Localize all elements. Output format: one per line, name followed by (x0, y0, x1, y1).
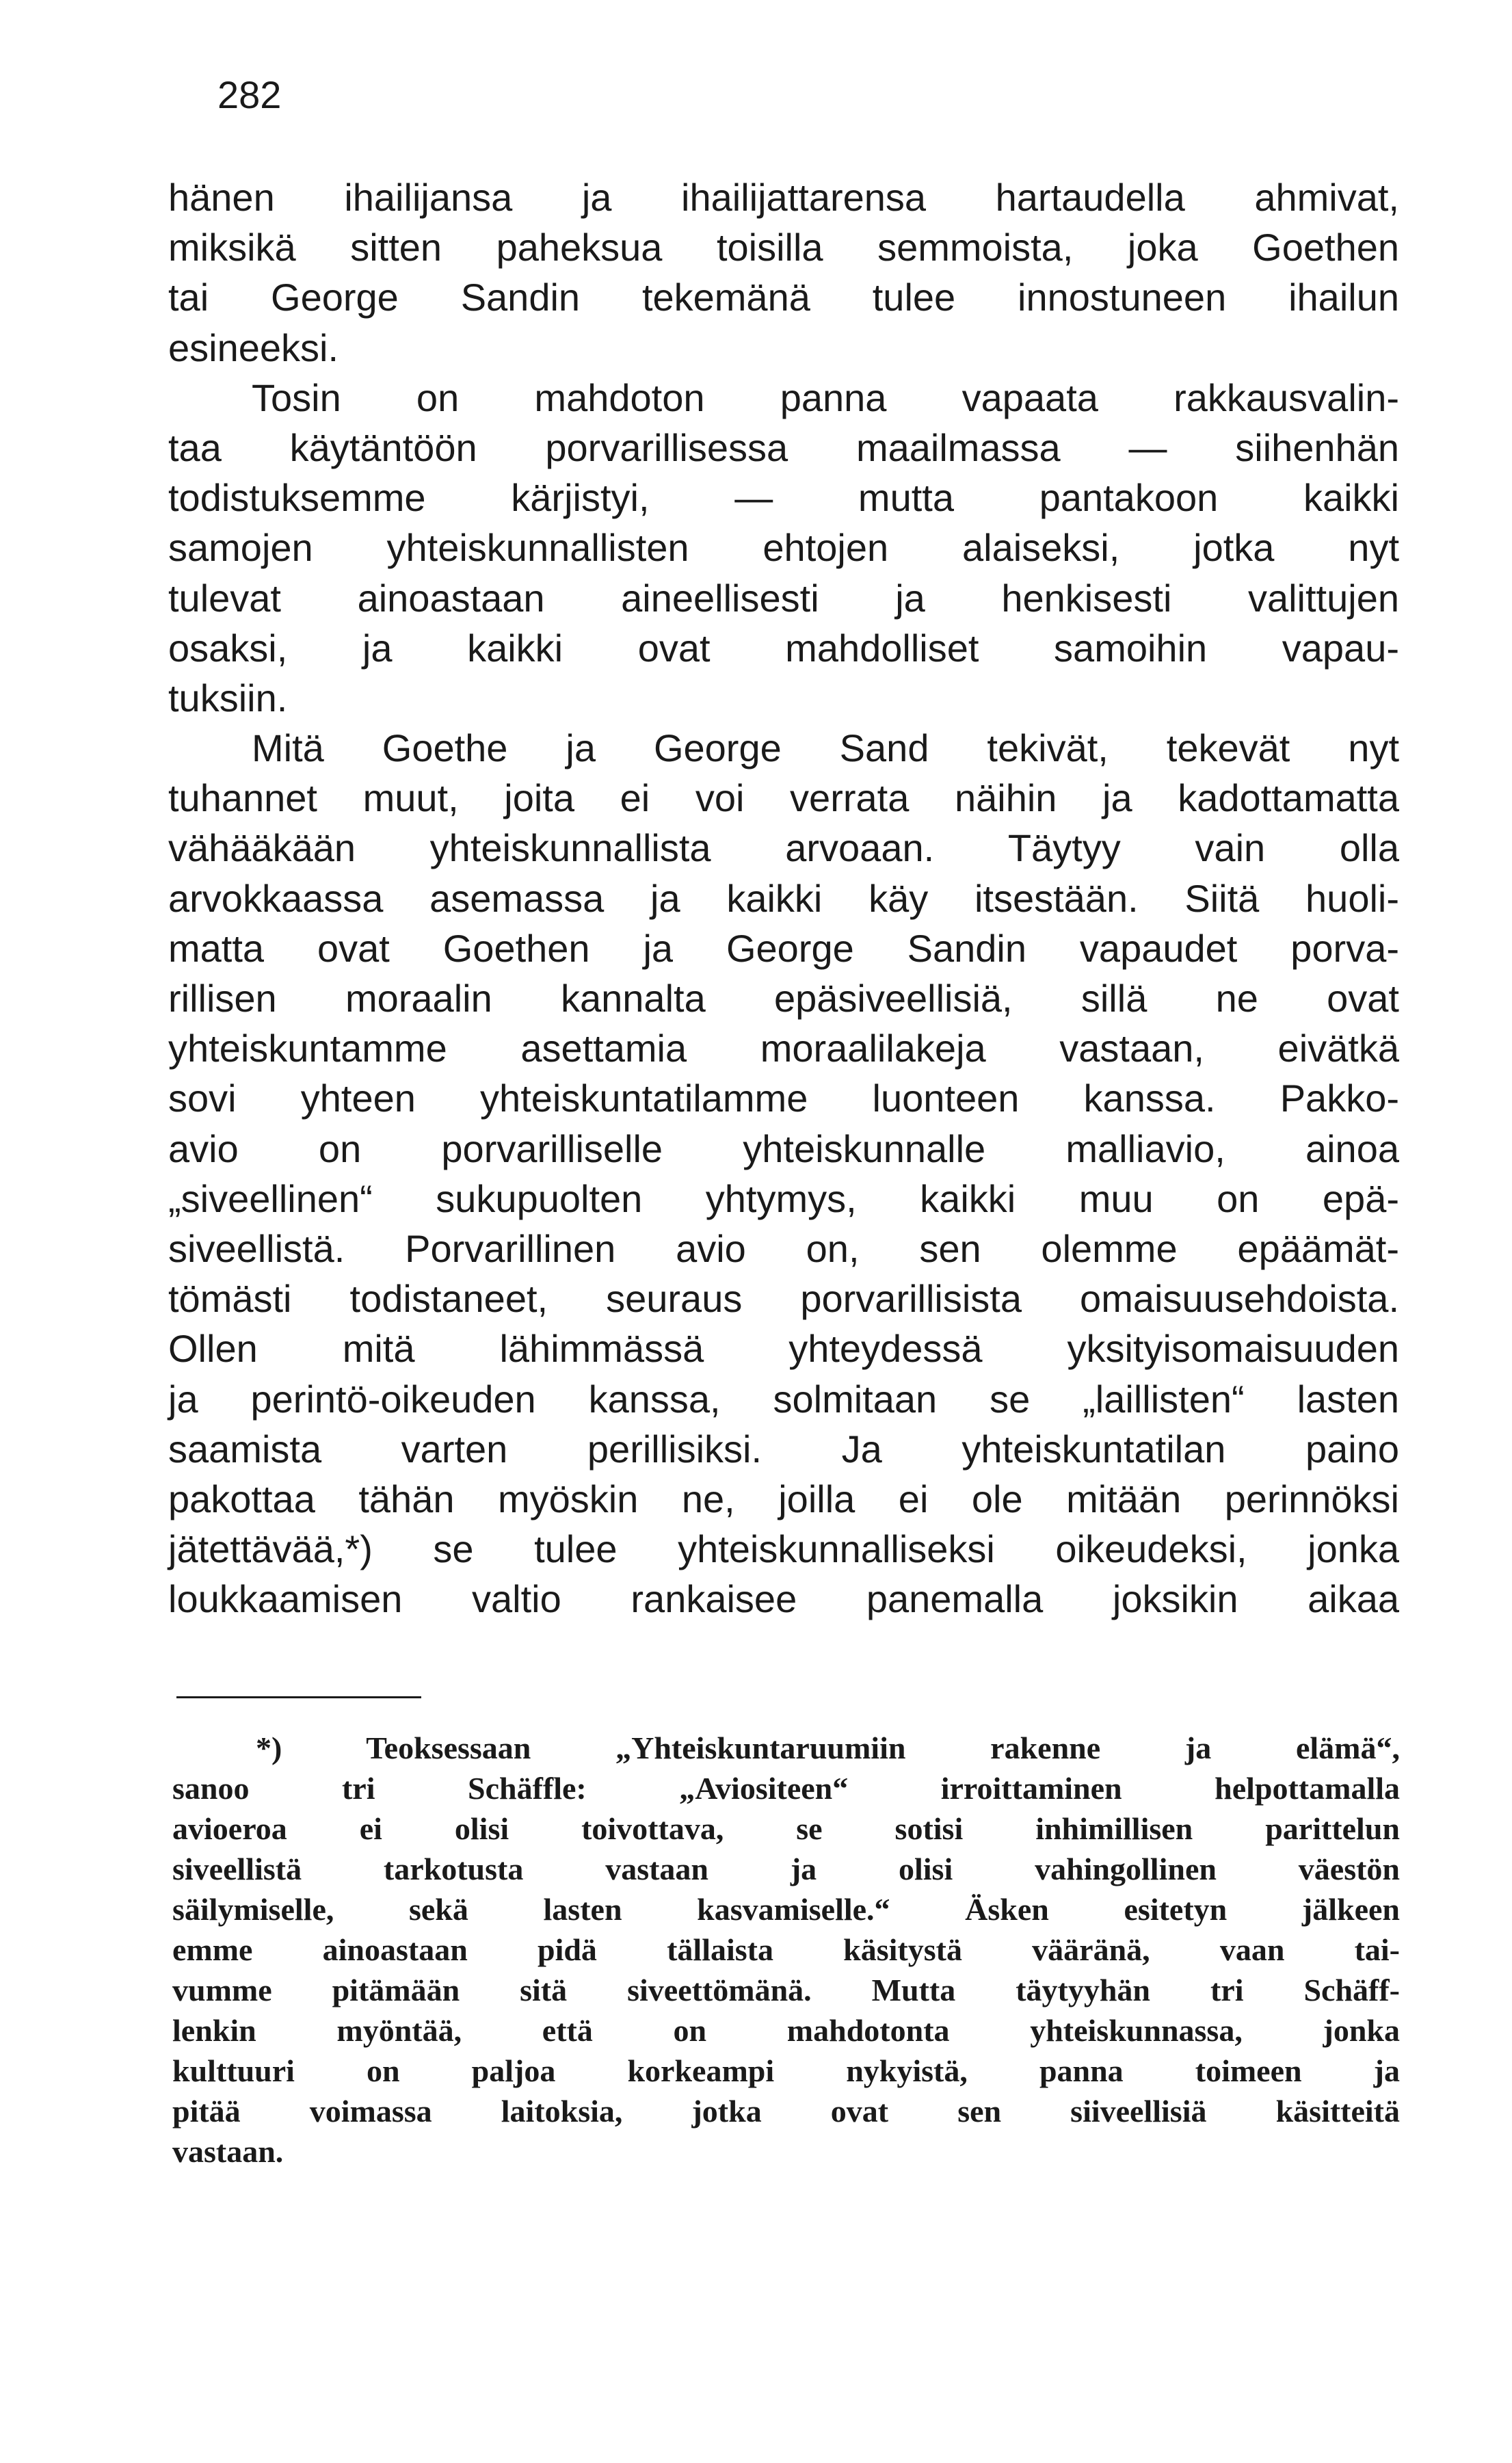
footnote-line: vumme pitämään sitä siveettömänä. Mutta täytyyhän tri Schäff- (172, 1973, 1400, 2007)
body-line: ja perintö-oikeuden kanssa, solmitaan se „laillisten“ lasten (168, 1377, 1399, 1421)
body-line: avio on porvarilliselle yhteiskunnalle malliavio, ainoa (168, 1127, 1399, 1170)
body-line: tuhannet muut, joita ei voi verrata näihin ja kadottamatta (168, 776, 1399, 820)
body-line: todistuksemme kärjistyi, — mutta pantakoon kaikki (168, 476, 1399, 520)
body-line: saamista varten perillisiksi. Ja yhteiskuntatilan paino (168, 1427, 1399, 1471)
body-line: samojen yhteiskunnallisten ehtojen alaiseksi, jotka nyt (168, 526, 1399, 570)
body-line: yhteiskuntamme asettamia moraalilakeja vastaan, eivätkä (168, 1027, 1399, 1070)
footnote-line: pitää voimassa laitoksia, jotka ovat sen siiveellisiä käsitteitä (172, 2094, 1400, 2129)
body-line: pakottaa tähän myöskin ne, joilla ei ole mitään perinnöksi (168, 1477, 1399, 1520)
body-line: vähääkään yhteiskunnallista arvoaan. Täytyy vain olla (168, 826, 1399, 870)
footnote (172, 1728, 1400, 2172)
footnote-line: emme ainoastaan pidä tällaista käsitystä vääränä, vaan tai- (172, 1932, 1400, 1967)
body-line: loukkaamisen valtio rankaisee panemalla joksikin aikaa (168, 1577, 1399, 1621)
body-line: taa käytäntöön porvarillisessa maailmassa — siihenhän (168, 425, 1399, 469)
footnote-line: sanoo tri Schäffle: „Aviositeen“ irroittaminen helpottamalla (172, 1771, 1400, 1806)
body-text (168, 172, 1399, 1624)
footnote-line: siveellistä tarkotusta vastaan ja olisi vahingollinen väestön (172, 1852, 1400, 1886)
body-line: „siveellinen“ sukupuolten yhtymys, kaikki muu on epä- (168, 1176, 1399, 1220)
body-line: esineeksi. (168, 326, 339, 369)
body-line: tai George Sandin tekemänä tulee innostuneen ihailun (168, 276, 1399, 319)
body-line: tömästi todistaneet, seuraus porvarillisista omaisuusehdoista. (168, 1277, 1399, 1321)
body-line: tulevat ainoastaan aineellisesti ja henkisesti valittujen (168, 576, 1399, 620)
body-line: Tosin on mahdoton panna vapaata rakkausvalin- (252, 376, 1399, 419)
footnote-line: säilymiselle, sekä lasten kasvamiselle.“ Äsken esitetyn jälkeen (172, 1892, 1400, 1927)
body-line: rillisen moraalin kannalta epäsiveellisiä, sillä ne ovat (168, 977, 1399, 1020)
body-line: siveellistä. Porvarillinen avio on, sen olemme epäämät- (168, 1226, 1399, 1270)
body-line: Mitä Goethe ja George Sand tekivät, tekevät nyt (252, 726, 1399, 770)
body-line: miksikä sitten paheksua toisilla semmoista, joka Goethen (168, 226, 1399, 269)
footnote-line: lenkin myöntää, että on mahdotonta yhteiskunnassa, jonka (172, 2013, 1400, 2048)
body-line: hänen ihailijansa ja ihailijattarensa hartaudella ahmivat, (168, 176, 1399, 219)
page-number: 282 (217, 73, 282, 116)
body-line: tuksiin. (168, 676, 288, 720)
footnote-line: *) Teoksessaan „Yhteiskuntaruumiin rakenne ja elämä“, (256, 1730, 1400, 1765)
footnote-line: avioeroa ei olisi toivottava, se sotisi inhimillisen parittelun (172, 1811, 1400, 1846)
body-line: osaksi, ja kaikki ovat mahdolliset samoihin vapau- (168, 626, 1399, 670)
body-line: matta ovat Goethen ja George Sandin vapaudet porva- (168, 926, 1399, 970)
body-line: jätettävää,*) se tulee yhteiskunnalliseksi oikeudeksi, jonka (168, 1527, 1399, 1571)
body-line: sovi yhteen yhteiskuntatilamme luonteen kanssa. Pakko- (168, 1077, 1399, 1120)
footnote-divider (176, 1696, 421, 1698)
footnote-line: kulttuuri on paljoa korkeampi nykyistä, panna toimeen ja (172, 2053, 1400, 2088)
body-line: Ollen mitä lähimmässä yhteydessä yksityisomaisuuden (168, 1327, 1399, 1371)
footnote-line: vastaan. (172, 2134, 284, 2169)
body-line: arvokkaassa asemassa ja kaikki käy itsestään. Siitä huoli- (168, 876, 1399, 920)
